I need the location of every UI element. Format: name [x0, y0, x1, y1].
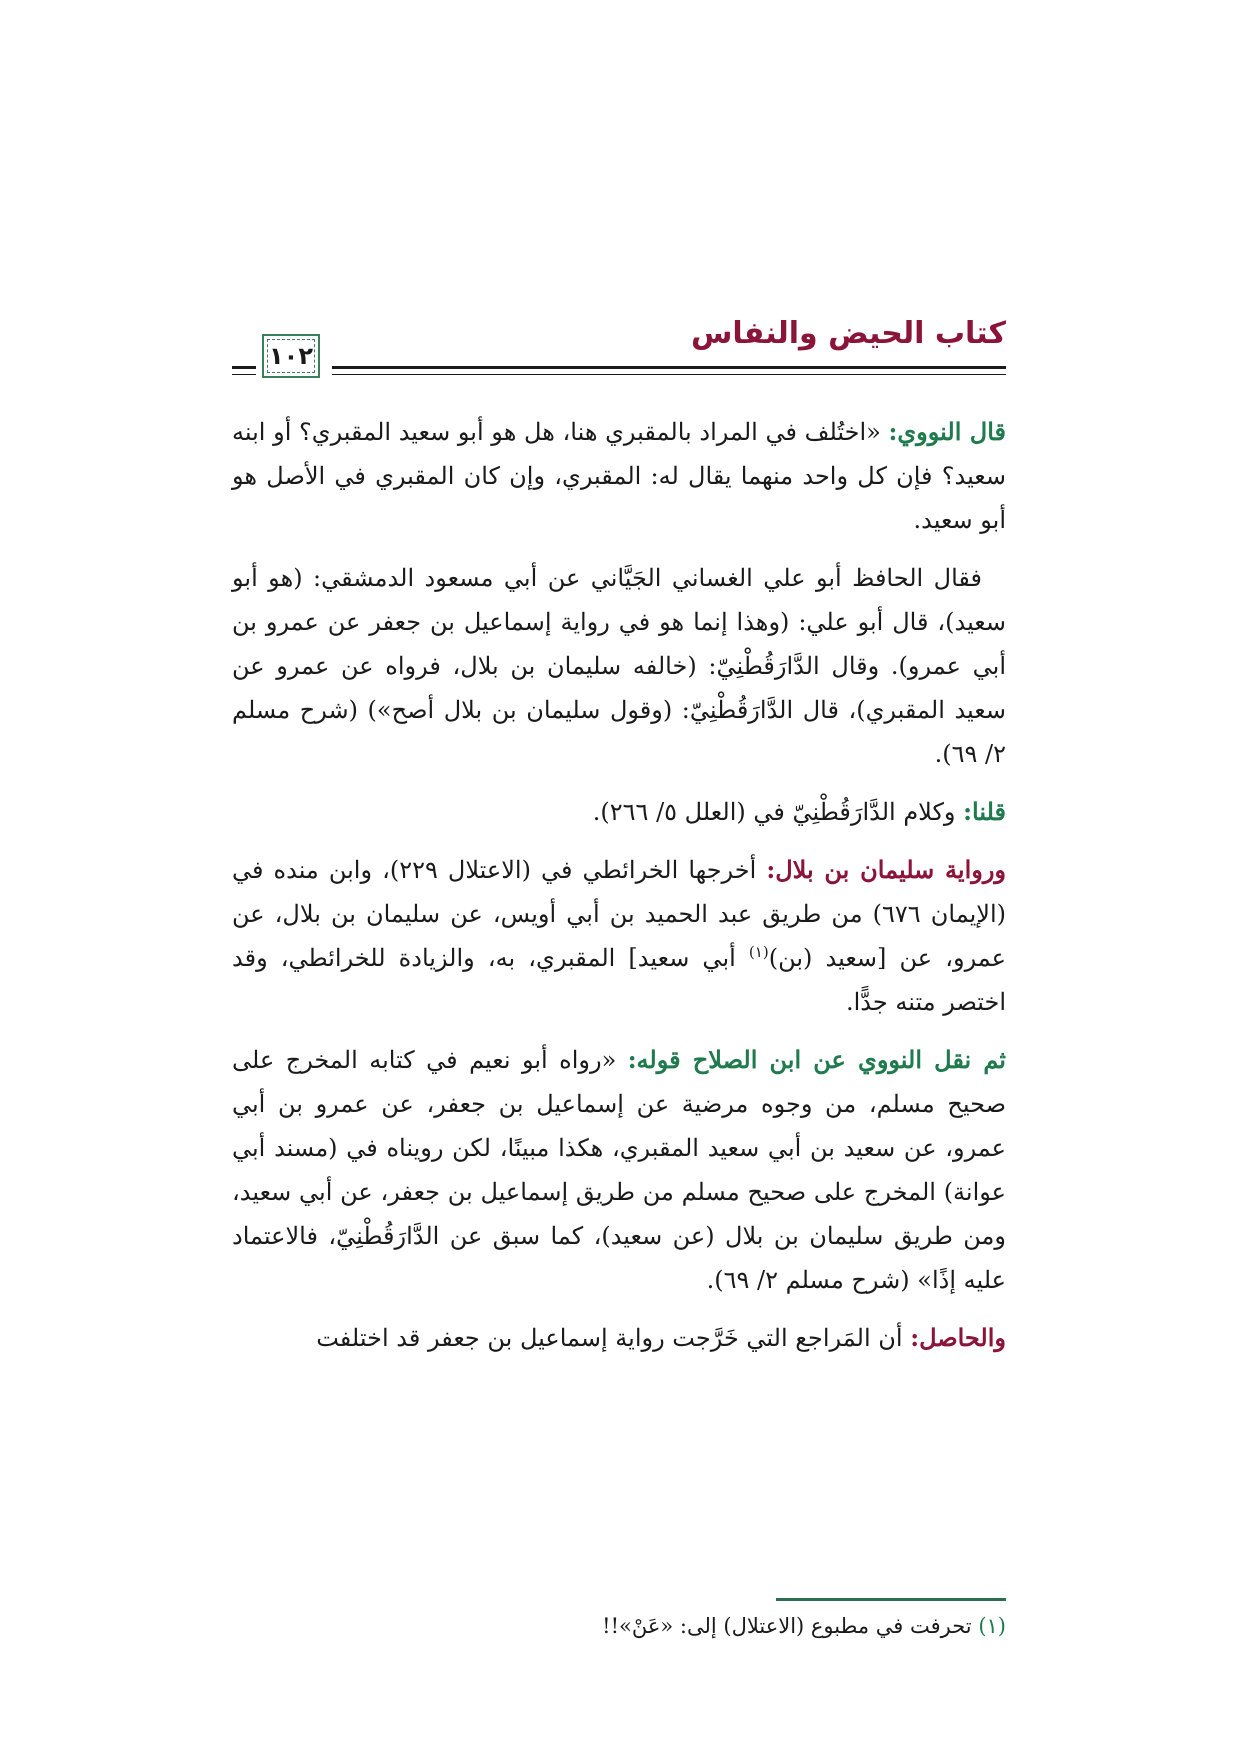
page-number: ١٠٢: [269, 342, 313, 370]
paragraph-nawawi: [232, 410, 1006, 542]
paragraph-hasil: [232, 1316, 1006, 1360]
paragraph-label: ثم نقل النووي عن ابن الصلاح قوله:: [627, 1045, 1006, 1074]
header-rule-left-bottom: [232, 374, 256, 375]
page-number-badge: [262, 334, 320, 378]
header-rule-bottom: [332, 374, 1006, 375]
footnote-reference[interactable]: (١): [748, 943, 769, 961]
paragraph-text: فقال الحافظ أبو علي الغساني الجَيَّاني عن أبي مسعود الدمشقي: (هو أبو سعيد)، قال أبو علي: (وهذا إنما هو في رواية إسماعيل بن جعفر عن عمرو بن أبي عمرو). وقال الدَّارَقُطْنِيّ: (خالفه سليمان بن بلال، فرواه عن عمرو عن سعيد المقبري)، قال الدَّارَقُطْنِيّ: (وقول سليمان بن بلال أصح») (شرح مسلم ٢/ ٦٩).: [232, 564, 1006, 768]
paragraph-label: ورواية سليمان بن بلال:: [766, 855, 1007, 884]
footnote-divider: [776, 1598, 1006, 1601]
footnote: [232, 1606, 1006, 1646]
paragraph-text: «اختُلف في المراد بالمقبري هنا، هل هو أبو سعيد المقبري؟ أو ابنه سعيد؟ فإن كل واحد منهما يقال له: المقبري، وإن كان المقبري في الأصل هو أبو سعيد.: [232, 418, 1006, 534]
footnote-text: تحرفت في مطبوع (الاعتلال) إلى: «عَنْ»!!: [602, 1614, 979, 1638]
paragraph-qulna: [232, 790, 1006, 834]
header-rule-left-top: [232, 366, 256, 369]
footnote-number: (١): [978, 1614, 1006, 1638]
paragraph-text: أبي سعيد] المقبري، به، والزيادة للخرائطي، وقد اختصر متنه جدًّا.: [232, 944, 1006, 1016]
paragraph-text: أن المَراجع التي خَرَّجت رواية إسماعيل بن جعفر قد اختلفت: [316, 1324, 911, 1352]
paragraph-label: قلنا:: [963, 797, 1006, 826]
paragraph-label: والحاصل:: [910, 1323, 1006, 1352]
paragraph-text: وكلام الدَّارَقُطْنِيّ في (العلل ٥/ ٢٦٦).: [592, 798, 964, 826]
main-text: [232, 410, 1006, 1374]
book-title: كتاب الحيض والنفاس: [690, 316, 1006, 351]
header-rule-top: [332, 366, 1006, 369]
paragraph-ibn-salah: [232, 1038, 1006, 1302]
paragraph-riwaya: [232, 848, 1006, 1024]
paragraph-text: «رواه أبو نعيم في كتابه المخرج على صحيح مسلم، من وجوه مرضية عن إسماعيل بن جعفر، عن عمرو بن أبي عمرو، عن سعيد بن أبي سعيد المقبري، هكذا مبينًا، لكن رويناه في (مسند أبي عوانة) المخرج على صحيح مسلم من طريق إسماعيل بن جعفر، عن أبي سعيد، ومن طريق سليمان بن بلال (عن سعيد)، كما سبق عن الدَّارَقُطْنِيّ، فالاعتماد عليه إذًا» (شرح مسلم ٢/ ٦٩).: [232, 1046, 1006, 1294]
paragraph-text: أخرجها الخرائطي في (الاعتلال ٢٢٩)، وابن منده في (الإيمان ٦٧٦) من طريق عبد الحميد بن أبي أويس، عن سليمان بن بلال، عن عمرو، عن [سعيد (بن): [232, 856, 1007, 972]
paragraph-label: قال النووي:: [888, 417, 1006, 446]
page-header: [232, 316, 1006, 388]
paragraph-hafiz: [232, 556, 1006, 776]
